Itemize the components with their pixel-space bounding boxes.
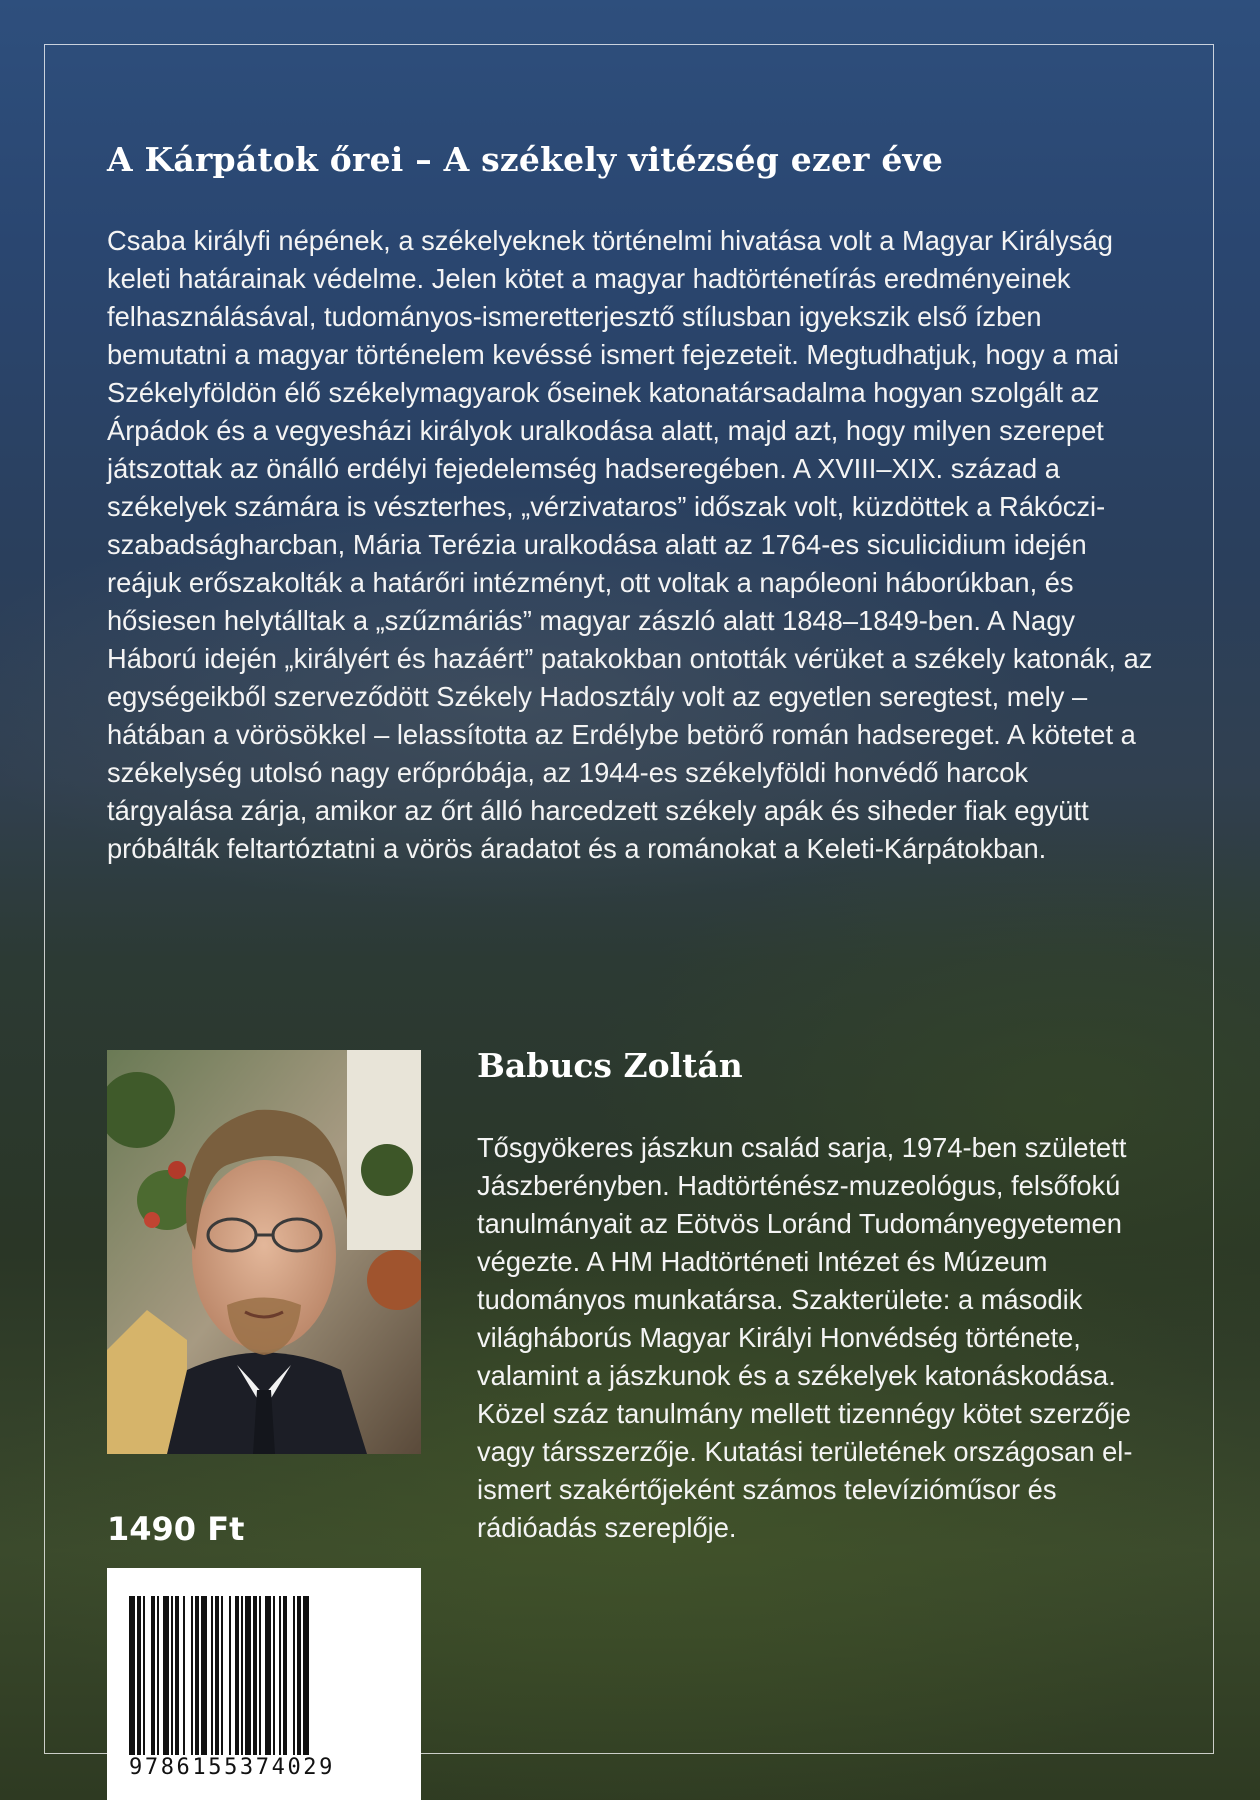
barcode-bar bbox=[245, 1596, 251, 1756]
barcode-bar bbox=[171, 1596, 173, 1756]
barcode-bar bbox=[241, 1596, 243, 1756]
price-label: 1490 Ft bbox=[107, 1510, 245, 1548]
barcode-bar bbox=[191, 1596, 193, 1756]
barcode-bar bbox=[137, 1596, 141, 1768]
author-bio: Tősgyökeres jászkun család sarja, 1974-ben született Jászberényben. Hadtörténész-muzeológus, felsőfokú tanulmányait az Eötvös Loránd Tudományegyetemen végezte. A HM Hadtörténeti Intézet és Múzeum tudományos munkatársa. Szakterülete: a második világháborús Magyar Királyi Honvédség története, valamint a jászkunok és a székelyek katonáskodása. Közel száz tanulmány mellett tizennégy kötet szerzője vagy társszerzője. Kutatási területének országosan elismert szakértőjeként számos televízióműsor és rádióadás szereplője. bbox=[477, 1132, 1133, 1543]
barcode-bar bbox=[195, 1596, 199, 1756]
barcode-bar bbox=[175, 1596, 179, 1756]
barcode-bar bbox=[215, 1596, 219, 1756]
barcode-bar bbox=[201, 1596, 207, 1756]
barcode-bar bbox=[221, 1596, 223, 1768]
barcode-bar bbox=[129, 1596, 135, 1768]
book-title: A Kárpátok őrei – A székely vitézség ezer éve bbox=[107, 140, 944, 179]
book-blurb: Csaba királyfi népének, a székelyeknek történelmi hivatása volt a Magyar Királyság keleti határainak védelme. Jelen kötet a magyar hadtörténetírás eredményeinek felhasználásával, tudományos-ismeretterjesztő stílusban igyekszik első ízben bemutatni a magyar történelem kevéssé ismert fejezeteit. Megtudhatjuk, hogy a mai Székelyföldön élő székelymagyarok őseinek katonatársadalma hogyan szolgált az Árpádok és a vegyesházi királyok uralkodása alatt, majd azt, hogy milyen szerepet játszottak az önálló erdélyi fejedelemség hadseregében. A XVIII–XIX. század a székelyek számára is vészterhes, „vérzivataros” időszak volt, küzdöttek a Rákóczi-szabadságharcban, Mária Terézia uralkodása alatt az 1764-es siculicidium idején reájuk erőszakolták a határőri intézményt, ott voltak a napóleoni háborúkban, és hősiesen helytálltak a „szűzmáriás” magyar zászló alatt 1848–1849-ben. A Nagy Háború idején „királyért és hazáért” patakokban ontották vérüket a székely katonák, az egységeikből szerveződött Székely Hadosztály volt az egyetlen seregtest, mely – hátában a vörösökkel – lelassította az Erdélybe betörő román hadsereget. A kötetet a székelység utolsó nagy erőpróbája, az 1944-es székelyföldi honvédő harcok tárgyalása zárja, amikor az őrt álló harcedzett székely apák és siheder fiak együtt próbálták feltartóztatni a vörös áradatot és a románokat a Keleti-Kárpátokban. bbox=[107, 225, 1153, 864]
barcode-bar bbox=[273, 1596, 275, 1756]
barcode-bar bbox=[183, 1596, 185, 1756]
barcode-bar bbox=[297, 1596, 301, 1756]
barcode-bar bbox=[303, 1596, 309, 1768]
isbn-number: 9786155374029 bbox=[129, 1755, 335, 1780]
author-photo bbox=[107, 1050, 421, 1454]
barcode-bar bbox=[229, 1596, 231, 1756]
author-name: Babucs Zoltán bbox=[477, 1046, 743, 1085]
isbn-barcode bbox=[107, 1568, 421, 1800]
barcode-bar bbox=[143, 1596, 145, 1756]
barcode-bar bbox=[163, 1596, 169, 1756]
barcode-bar bbox=[253, 1596, 257, 1756]
barcode-bar bbox=[211, 1596, 213, 1756]
barcode-bar bbox=[151, 1596, 155, 1756]
barcode-bar bbox=[293, 1596, 295, 1756]
barcode-bar bbox=[265, 1596, 271, 1756]
barcode-bar bbox=[279, 1596, 281, 1756]
barcode-bar bbox=[283, 1596, 287, 1756]
barcode-bar bbox=[157, 1596, 159, 1756]
barcode-bar bbox=[235, 1596, 239, 1756]
barcode-bar bbox=[259, 1596, 261, 1756]
